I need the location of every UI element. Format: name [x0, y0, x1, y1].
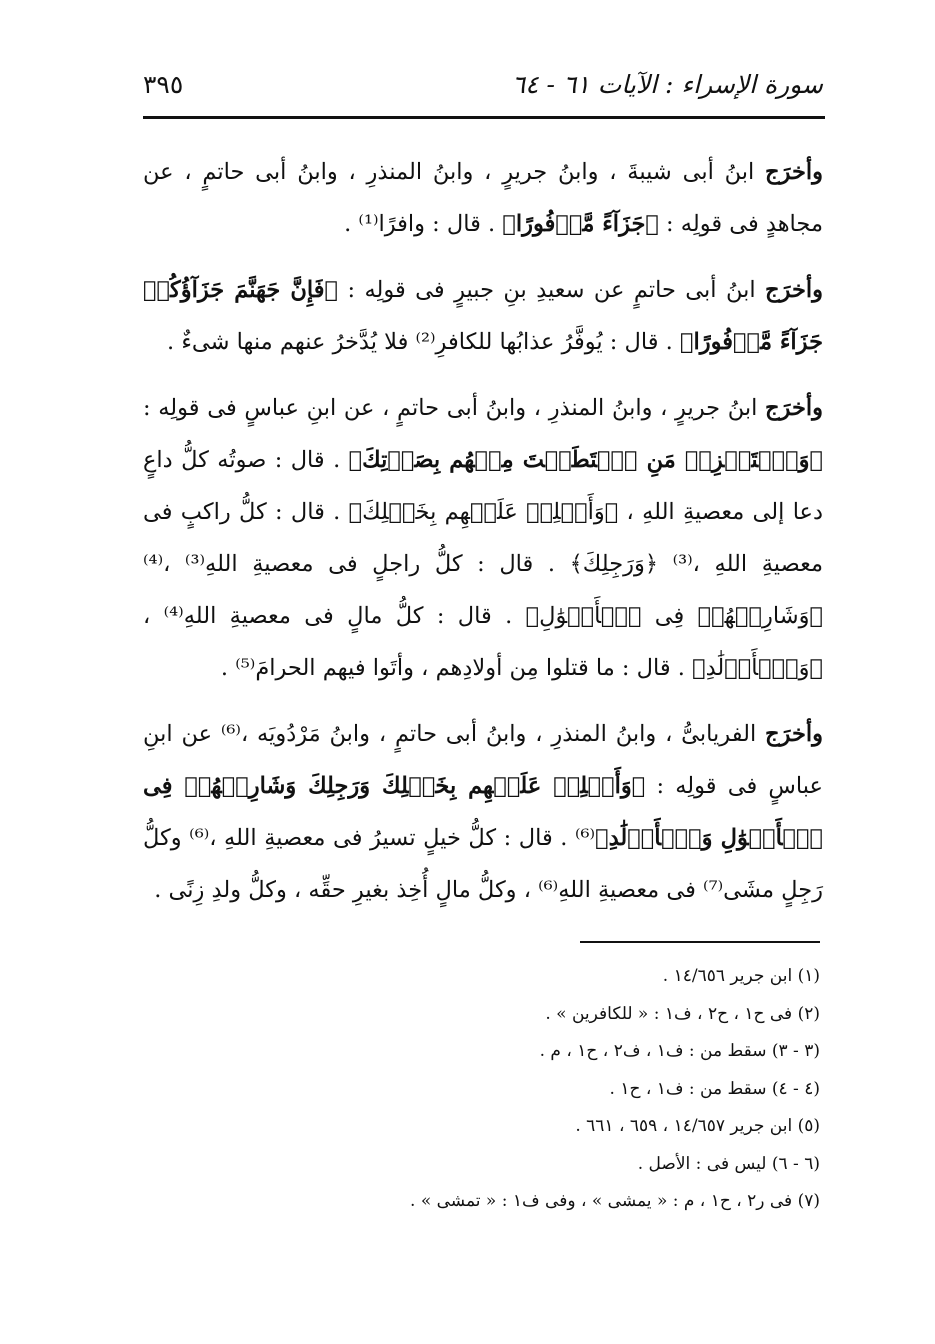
quran-verse: ﴿فَإِنَّ جَهَنَّمَ جَزَآؤُكُمۡ جَزَآءً مَّوۡفُورًا﴾ [143, 277, 823, 355]
paragraph-text: . قال : وافرًا⁽¹⁾ . [344, 211, 503, 237]
paragraph-text: ابنُ أبى حاتمٍ عن سعيدِ بنِ جبيرٍ فى قولِه : [338, 277, 766, 303]
paragraph-text: ابنُ أبى شيبةَ ، وابنُ جريرٍ ، وابنُ المنذرِ ، وابنُ أبى حاتمٍ ، عن مجاهدٍ فى قولِه : [143, 159, 823, 237]
footnote: (٢) فى ح١ ، ح٢ ، ف١ : « للكافرين » . [545, 1003, 820, 1024]
paragraph-opener: وأخرَج [765, 159, 823, 185]
quran-verse: ﴿وَأَجۡلِبۡ عَلَيۡهِم بِخَيۡلِكَ وَرَجِلِكَ وَشَارِكۡهُمۡ فِى ٱلۡأَمۡوَٰلِ وَٱلۡأَوۡلَٰدِ﴾ [143, 773, 824, 851]
footnote: (٣ - ٣) سقط من : ف١ ، ف٢ ، ح١ ، م . [539, 1041, 820, 1061]
paragraph-text: ⁽⁶⁾ . قال : كلُّ خيلٍ تسيرُ فى معصيةِ اللهِ ،⁽⁶⁾ وكلُّ رَجِلٍ مشَى⁽⁷⁾ فى معصيةِ اللهِ⁽⁶⁾ ، وكلُّ مالٍ أُخِذ بغيرِ حقِّه ، وكلُّ ولدِ زِنًى . [143, 825, 823, 903]
quran-verse: ﴿جَزَآءً مَّوۡفُورًا﴾ [502, 211, 659, 237]
paragraph-text: . قال : يُوفَّرُ عذابُها للكافرِ⁽²⁾ فلا يُدَّخرُ عنهم منها شىءٌ . [167, 329, 680, 355]
footnote-divider [580, 941, 820, 943]
paragraph-text: ابنُ جريرٍ ، وابنُ المنذرِ ، وابنُ أبى حاتمٍ ، عن ابنِ عباسٍ فى قولِه : [143, 395, 766, 421]
footnote: (٧) فى ر٢ ، ح١ ، م : « يمشى » ، وفى ف١ : « تمشى » . [410, 1191, 820, 1211]
header-divider [143, 116, 825, 119]
footnote: (٤ - ٤) سقط من : ف١ ، ح١ . [609, 1078, 820, 1099]
paragraph [143, 146, 823, 250]
running-title: سورة الإسراء : الآيات ٦١ - ٦٤ [511, 70, 823, 99]
footnote: (٥) ابن جرير ١٤/٦٥٧ ، ٦٥٩ ، ٦٦١ . [575, 1116, 820, 1136]
footnote: (١) ابن جرير ١٤/٦٥٦ . [662, 966, 820, 986]
paragraph-opener: وأخرَج [765, 277, 823, 303]
paragraph [143, 382, 823, 694]
paragraph-text: الفريابىُّ ، وابنُ المنذرِ ، وابنُ أبى حاتمٍ ، وابنُ مَرْدُويَه ،⁽⁶⁾ عن ابنِ عباسٍ فى قولِه : [143, 721, 823, 799]
page-number: ٣٩٥ [143, 70, 184, 99]
main-text [143, 146, 823, 930]
footnotes [143, 958, 820, 1221]
footnote: (٦ - ٦) ليس فى : الأصل . [637, 1153, 820, 1174]
quran-verse: ﴿وَٱسۡتَفۡزِزۡ مَنِ ٱسۡتَطَعۡتَ مِنۡهُم بِصَوۡتِكَ﴾ [348, 447, 823, 473]
paragraph [143, 708, 823, 916]
paragraph-text: . قال : صوتُه كلُّ داعٍ دعا إلى معصيةِ اللهِ ، ﴿وَأَجۡلِبۡ عَلَيۡهِم بِخَيۡلِكَ﴾ . قال : كلُّ راكبٍ فى معصيةِ اللهِ ،⁽³⁾ ﴿وَرَجِلِكَ﴾ . قال : كلُّ راجلٍ فى معصيةِ اللهِ⁽³⁾ ،⁽⁴⁾ ﴿وَشَارِكۡهُمۡ فِى ٱلۡأَمۡوَٰلِ﴾ . قال : كلُّ مالٍ فى معصيةِ اللهِ⁽⁴⁾ ، ﴿وَٱلۡأَوۡلَٰدِ﴾ . قال : ما قتلوا مِن أولادِهم ، وأتَوا فيهم الحرامَ⁽⁵⁾ . [143, 447, 823, 681]
paragraph [143, 264, 823, 368]
page-header [143, 62, 823, 112]
paragraph-opener: وأخرَج [765, 395, 823, 421]
paragraph-opener: وأخرَج [765, 721, 823, 747]
